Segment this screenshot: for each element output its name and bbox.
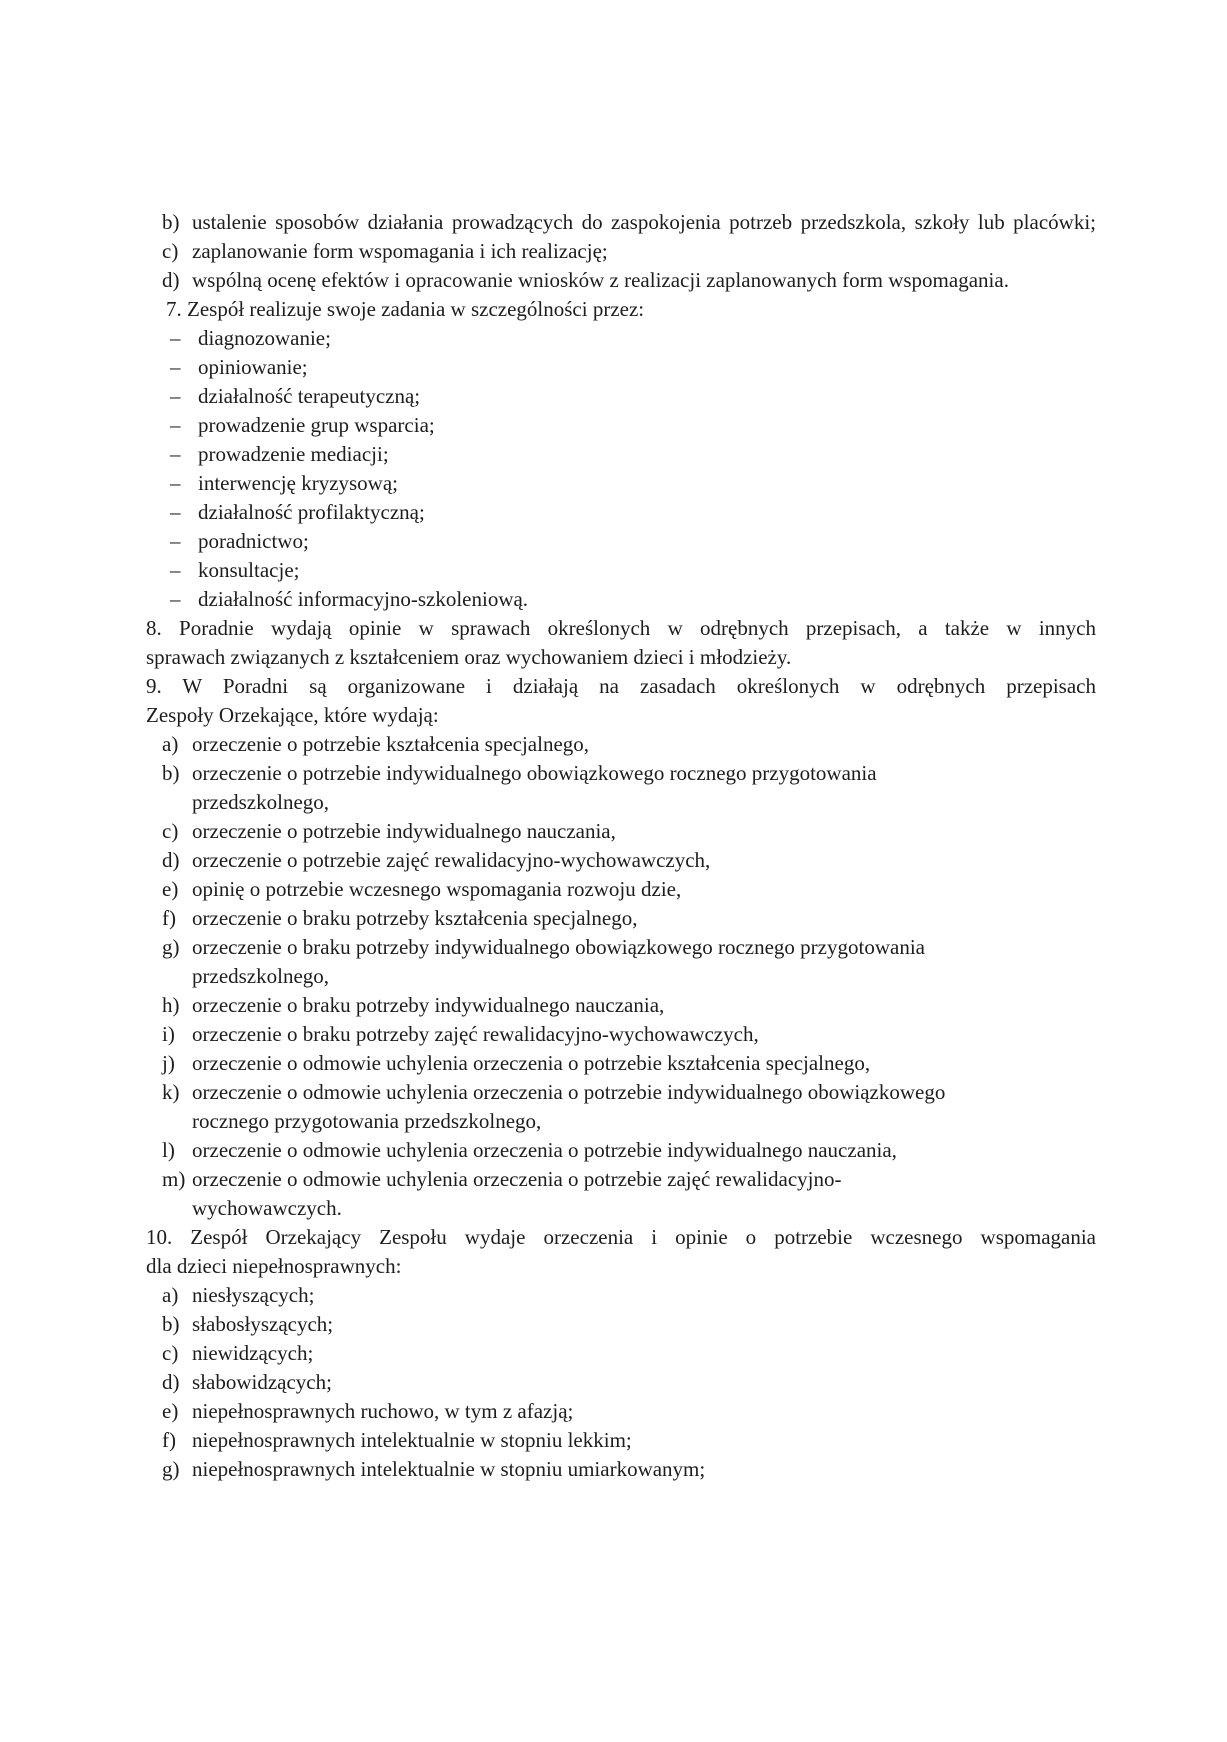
list-item — [146, 266, 1096, 295]
list-item — [146, 1310, 1096, 1339]
item-text-line-1: orzeczenie o braku potrzeby indywidualnego obowiązkowego rocznego przygotowania — [192, 935, 925, 959]
section-9-line-2: Zespoły Orzekające, które wydają: — [146, 703, 439, 727]
list-item — [146, 1281, 1096, 1310]
item-label: c) — [162, 819, 179, 843]
section-10-line-2: dla dzieci niepełnosprawnych: — [146, 1254, 402, 1278]
list-item — [146, 1020, 1096, 1049]
list-item — [146, 498, 1096, 527]
item-text: działalność terapeutyczną; — [198, 384, 421, 408]
list-item — [146, 353, 1096, 382]
item-label: f) — [162, 906, 176, 930]
item-label: b) — [162, 1312, 180, 1336]
list-item — [146, 382, 1096, 411]
section-9-line-1: 9. W Poradni są organizowane i działają na zasadach określonych w odrębnych przepisach — [146, 674, 1096, 698]
item-text-line-2: przedszkolnego, — [192, 790, 330, 814]
item-label: m) — [162, 1167, 186, 1191]
item-text: interwencję kryzysową; — [198, 471, 399, 495]
item-text: niepełnosprawnych intelektualnie w stopniu umiarkowanym; — [192, 1457, 706, 1481]
bullet-dash: – — [170, 587, 181, 611]
list-item — [146, 411, 1096, 440]
list-item — [146, 324, 1096, 353]
list-item — [146, 208, 1096, 237]
item-text-line-1: orzeczenie o odmowie uchylenia orzeczenia o potrzebie indywidualnego obowiązkowego — [192, 1080, 946, 1104]
item-label: c) — [162, 239, 179, 263]
item-text-line-2: wychowawczych. — [192, 1196, 342, 1220]
document-body — [146, 208, 1096, 1484]
list-item — [146, 1368, 1096, 1397]
item-text: niesłyszących; — [192, 1283, 315, 1307]
list-item — [146, 933, 1096, 991]
item-text-line-2: przedszkolnego, — [192, 964, 330, 988]
bullet-dash: – — [170, 326, 181, 350]
item-label: l) — [162, 1138, 175, 1162]
list-item — [146, 1339, 1096, 1368]
item-text: orzeczenie o potrzebie indywidualnego nauczania, — [192, 819, 616, 843]
item-text: ustalenie sposobów działania prowadzących do zaspokojenia potrzeb przedszkola, szkoły lub placówki; — [192, 210, 1096, 234]
item-text: niepełnosprawnych ruchowo, w tym z afazją; — [192, 1399, 574, 1423]
list-item — [146, 904, 1096, 933]
bullet-dash: – — [170, 413, 181, 437]
item-text: niewidzących; — [192, 1341, 314, 1365]
list-item — [146, 1426, 1096, 1455]
item-label: g) — [162, 1457, 180, 1481]
item-text: słabowidzących; — [192, 1370, 332, 1394]
item-label: f) — [162, 1428, 176, 1452]
item-label: h) — [162, 993, 180, 1017]
list-item — [146, 440, 1096, 469]
list-item — [146, 1136, 1096, 1165]
section-8-line-2: sprawach związanych z kształceniem oraz wychowaniem dzieci i młodzieży. — [146, 645, 792, 669]
list-item — [146, 759, 1096, 817]
list-item — [146, 846, 1096, 875]
item-label: g) — [162, 935, 180, 959]
list-item — [146, 527, 1096, 556]
item-text: orzeczenie o braku potrzeby indywidualnego nauczania, — [192, 993, 665, 1017]
item-label: k) — [162, 1080, 180, 1104]
item-label: a) — [162, 732, 179, 756]
item-text: opiniowanie; — [198, 355, 308, 379]
item-text: orzeczenie o braku potrzeby kształcenia specjalnego, — [192, 906, 638, 930]
bullet-dash: – — [170, 558, 181, 582]
item-text: działalność informacyjno-szkoleniową. — [198, 587, 529, 611]
item-label: j) — [162, 1051, 175, 1075]
section-10-line-1: 10. Zespół Orzekający Zespołu wydaje orzeczenia i opinie o potrzebie wczesnego wspomagania — [146, 1225, 1096, 1249]
item-text: słabosłyszących; — [192, 1312, 334, 1336]
item-label: e) — [162, 877, 179, 901]
item-label: b) — [162, 210, 180, 234]
item-label: b) — [162, 761, 180, 785]
list-item — [146, 1397, 1096, 1426]
item-text: prowadzenie mediacji; — [198, 442, 389, 466]
list-item — [146, 1049, 1096, 1078]
item-text: orzeczenie o potrzebie kształcenia specjalnego, — [192, 732, 590, 756]
list-item — [146, 237, 1096, 266]
item-text: orzeczenie o potrzebie zajęć rewalidacyjno-wychowawczych, — [192, 848, 711, 872]
item-text: prowadzenie grup wsparcia; — [198, 413, 435, 437]
item-text: diagnozowanie; — [198, 326, 331, 350]
section-8-line-1: 8. Poradnie wydają opinie w sprawach określonych w odrębnych przepisach, a także w innych — [146, 616, 1096, 640]
item-text: niepełnosprawnych intelektualnie w stopniu lekkim; — [192, 1428, 632, 1452]
item-label: i) — [162, 1022, 175, 1046]
item-text-line-2: rocznego przygotowania przedszkolnego, — [192, 1109, 542, 1133]
item-text-line-1: orzeczenie o potrzebie indywidualnego obowiązkowego rocznego przygotowania — [192, 761, 877, 785]
list-item — [146, 469, 1096, 498]
item-label: d) — [162, 1370, 180, 1394]
bullet-dash: – — [170, 384, 181, 408]
list-item — [146, 991, 1096, 1020]
list-item — [146, 875, 1096, 904]
list-item — [146, 556, 1096, 585]
item-text: opinię o potrzebie wczesnego wspomagania rozwoju dzie, — [192, 877, 682, 901]
list-item — [146, 1165, 1096, 1223]
item-label: c) — [162, 1341, 179, 1365]
item-label: d) — [162, 268, 180, 292]
item-label: a) — [162, 1283, 179, 1307]
bullet-dash: – — [170, 471, 181, 495]
bullet-dash: – — [170, 529, 181, 553]
list-item — [146, 1455, 1096, 1484]
item-text: konsultacje; — [198, 558, 300, 582]
bullet-dash: – — [170, 355, 181, 379]
bullet-dash: – — [170, 442, 181, 466]
section-7-heading: 7. Zespół realizuje swoje zadania w szczególności przez: — [166, 297, 645, 321]
item-text: orzeczenie o odmowie uchylenia orzeczenia o potrzebie indywidualnego nauczania, — [192, 1138, 897, 1162]
item-text: poradnictwo; — [198, 529, 309, 553]
bullet-dash: – — [170, 500, 181, 524]
item-text: działalność profilaktyczną; — [198, 500, 425, 524]
item-text: orzeczenie o odmowie uchylenia orzeczenia o potrzebie kształcenia specjalnego, — [192, 1051, 871, 1075]
list-item — [146, 730, 1096, 759]
list-item — [146, 817, 1096, 846]
list-item — [146, 585, 1096, 614]
item-text-line-1: orzeczenie o odmowie uchylenia orzeczenia o potrzebie zajęć rewalidacyjno- — [192, 1167, 842, 1191]
list-item — [146, 1078, 1096, 1136]
item-label: e) — [162, 1399, 179, 1423]
item-text: wspólną ocenę efektów i opracowanie wniosków z realizacji zaplanowanych form wspomagania. — [192, 268, 1009, 292]
item-text: orzeczenie o braku potrzeby zajęć rewalidacyjno-wychowawczych, — [192, 1022, 759, 1046]
item-label: d) — [162, 848, 180, 872]
item-text: zaplanowanie form wspomagania i ich realizację; — [192, 239, 608, 263]
